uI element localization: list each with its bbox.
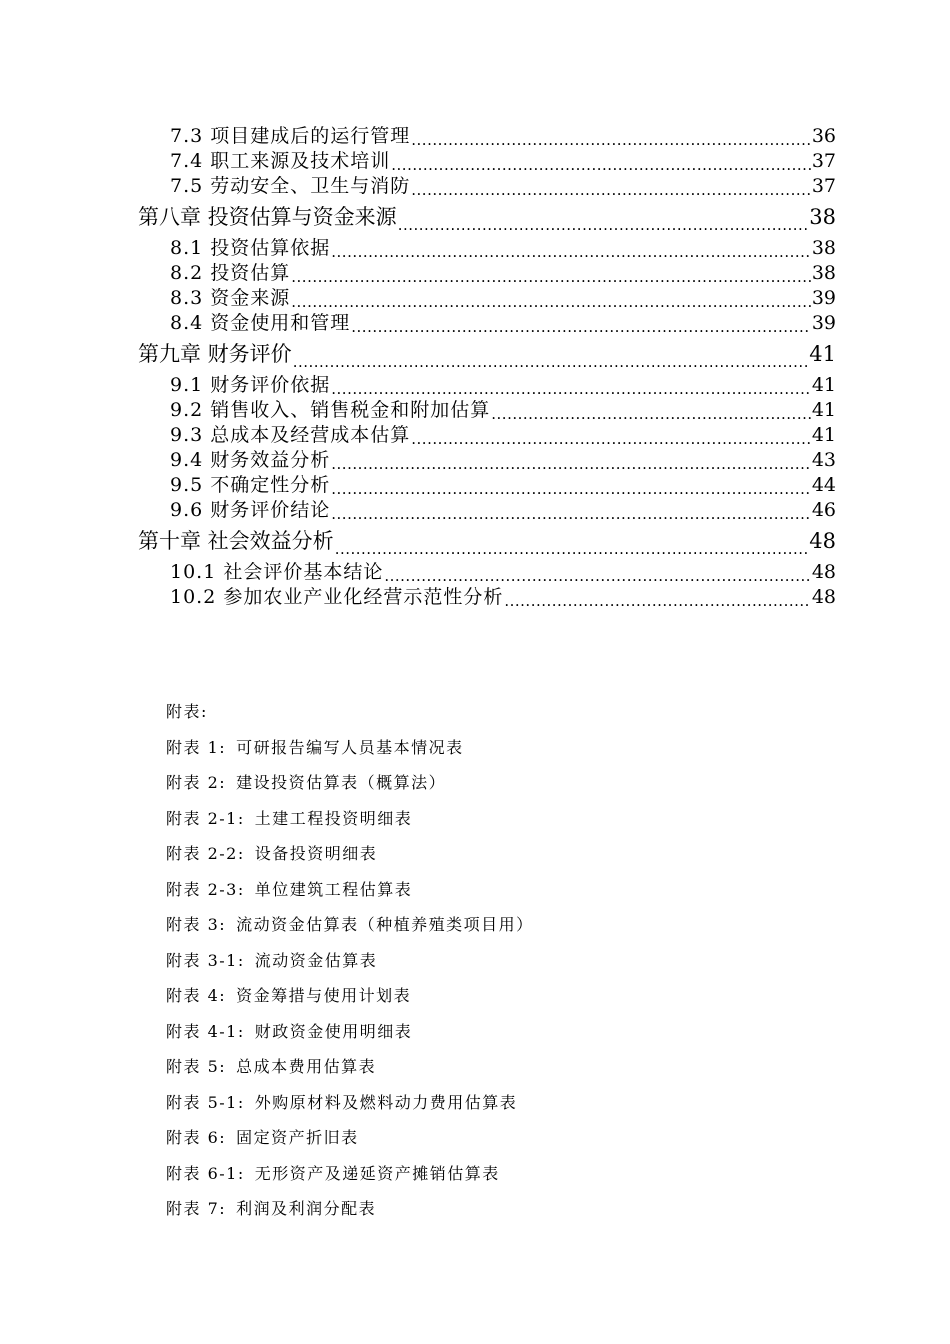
toc-leader-dots — [384, 567, 810, 585]
toc-entry-page: 37 — [811, 150, 836, 172]
appendix-item-title: 可研报告编写人员基本情况表 — [236, 737, 464, 757]
toc-entry[interactable] — [138, 373, 836, 398]
toc-entry[interactable] — [138, 311, 836, 336]
toc-leader-dots — [291, 293, 811, 311]
appendix-item-title: 建设投资估算表（概算法） — [236, 773, 447, 792]
toc-entry-label: 9.6 财务评价结论 — [170, 499, 331, 521]
toc-entry-page: 46 — [811, 499, 836, 521]
toc-leader-dots — [411, 131, 811, 149]
appendix-item-key: 附表 7: — [166, 1199, 227, 1218]
appendix-item — [166, 1156, 806, 1192]
toc-leader-dots — [391, 156, 811, 174]
toc-leader-dots — [331, 243, 811, 261]
appendix-item-key: 附表 2: — [166, 773, 227, 792]
toc-leader-dots — [293, 352, 809, 373]
toc-entry-label: 8.1 投资估算依据 — [170, 237, 331, 259]
toc-entry[interactable] — [138, 498, 836, 523]
toc-leader-dots — [335, 539, 809, 560]
appendix-item — [166, 872, 806, 908]
appendix-item-title: 总成本费用估算表 — [236, 1057, 377, 1076]
appendix-item — [166, 836, 806, 872]
toc-leader-dots — [411, 430, 811, 448]
toc-entry-page: 48 — [811, 561, 836, 583]
toc-entry[interactable] — [138, 124, 836, 149]
appendix-item-title: 利润及利润分配表 — [236, 1199, 377, 1218]
toc-entry-page: 39 — [811, 287, 836, 309]
toc-leader-dots — [331, 480, 811, 498]
toc-entry[interactable] — [138, 585, 836, 610]
toc-entry-page: 41 — [811, 424, 836, 446]
toc-leader-dots — [411, 181, 811, 199]
toc-chapter-page: 48 — [809, 529, 836, 553]
toc-chapter[interactable] — [138, 199, 836, 236]
toc-entry-page: 41 — [811, 374, 836, 396]
toc-entry-page: 39 — [811, 312, 836, 334]
toc-entry-label: 7.4 职工来源及技术培训 — [170, 150, 391, 172]
toc-entry-page: 41 — [811, 399, 836, 421]
toc-entry[interactable] — [138, 473, 836, 498]
toc-entry-label: 9.1 财务评价依据 — [170, 374, 331, 396]
toc-entry-page: 37 — [811, 175, 836, 197]
toc-entry[interactable] — [138, 236, 836, 261]
appendix-item — [166, 1014, 806, 1050]
appendix-item — [166, 1085, 806, 1121]
toc-entry-page: 43 — [811, 449, 836, 471]
appendix-item-key: 附表 3: — [166, 915, 227, 934]
appendix-list — [166, 694, 806, 1227]
appendix-item-key: 附表 5: — [166, 1057, 227, 1076]
appendix-item-title: 财政资金使用明细表 — [254, 1021, 413, 1041]
toc-leader-dots — [491, 405, 811, 423]
toc-entry-page: 36 — [811, 125, 836, 147]
toc-entry-label: 10.1 社会评价基本结论 — [170, 561, 384, 583]
toc-leader-dots — [331, 455, 811, 473]
appendix-item — [166, 943, 806, 979]
toc-entry-label: 10.2 参加农业产业化经营示范性分析 — [170, 586, 504, 608]
appendix-item — [166, 1120, 806, 1156]
toc-entry-label: 9.5 不确定性分析 — [170, 474, 331, 496]
toc-leader-dots — [291, 268, 811, 286]
appendix-item-title: 资金筹措与使用计划表 — [236, 986, 412, 1005]
toc-chapter-page: 41 — [809, 342, 836, 366]
appendix-item — [166, 978, 806, 1014]
toc-entry[interactable] — [138, 398, 836, 423]
table-of-contents — [138, 124, 836, 610]
toc-chapter-label: 第八章 投资估算与资金来源 — [138, 205, 397, 229]
toc-entry-label: 9.4 财务效益分析 — [170, 449, 331, 471]
appendix-item-title: 无形资产及递延资产摊销估算表 — [254, 1163, 500, 1183]
toc-chapter-page: 38 — [809, 205, 836, 229]
toc-entry[interactable] — [138, 174, 836, 199]
appendix-item-title: 固定资产折旧表 — [236, 1128, 359, 1147]
appendix-item-key: 附表 2-1: — [166, 808, 245, 828]
toc-leader-dots — [351, 318, 811, 336]
toc-chapter[interactable] — [138, 336, 836, 373]
toc-entry-page: 38 — [811, 262, 836, 284]
toc-leader-dots — [504, 592, 810, 610]
toc-entry[interactable] — [138, 423, 836, 448]
appendix-item — [166, 801, 806, 837]
appendix-item-key: 附表 6: — [166, 1128, 227, 1147]
appendix-heading: 附表: — [166, 702, 208, 721]
toc-entry-label: 7.5 劳动安全、卫生与消防 — [170, 175, 411, 197]
appendix-item — [166, 730, 806, 766]
appendix-item-key: 附表 1: — [166, 737, 227, 757]
appendix-item-key: 附表 5-1: — [166, 1092, 245, 1112]
toc-entry-label: 8.3 资金来源 — [170, 287, 291, 309]
appendix-item-title: 外购原材料及燃料动力费用估算表 — [254, 1092, 518, 1112]
toc-entry-label: 7.3 项目建成后的运行管理 — [170, 125, 411, 147]
toc-entry[interactable] — [138, 261, 836, 286]
toc-entry-page: 44 — [811, 474, 836, 496]
toc-chapter[interactable] — [138, 523, 836, 560]
appendix-item — [166, 765, 806, 801]
toc-entry[interactable] — [138, 149, 836, 174]
appendix-item-title: 土建工程投资明细表 — [254, 808, 413, 828]
appendix-item-key: 附表 4-1: — [166, 1021, 245, 1041]
appendix-item-key: 附表 2-3: — [166, 879, 245, 899]
toc-entry-label: 8.2 投资估算 — [170, 262, 291, 284]
toc-entry-label: 8.4 资金使用和管理 — [170, 312, 351, 334]
toc-leader-dots — [331, 380, 811, 398]
toc-entry[interactable] — [138, 448, 836, 473]
appendix-item-key: 附表 3-1: — [166, 950, 245, 970]
toc-entry-label: 9.3 总成本及经营成本估算 — [170, 424, 411, 446]
appendix-item-title: 设备投资明细表 — [254, 844, 378, 863]
toc-entry[interactable] — [138, 560, 836, 585]
appendix-item-title: 单位建筑工程估算表 — [254, 879, 413, 899]
appendix-item-key: 附表 4: — [166, 986, 227, 1005]
toc-entry-page: 48 — [811, 586, 836, 608]
appendix-item-key: 附表 6-1: — [166, 1163, 245, 1183]
appendix-item — [166, 907, 806, 943]
appendix-item — [166, 1049, 806, 1085]
toc-entry-page: 38 — [811, 237, 836, 259]
appendix-item-key: 附表 2-2: — [166, 844, 245, 863]
toc-chapter-label: 第十章 社会效益分析 — [138, 529, 334, 553]
appendix-item — [166, 1191, 806, 1227]
appendix-item-title: 流动资金估算表 — [254, 950, 378, 970]
toc-chapter-label: 第九章 财务评价 — [138, 342, 292, 366]
appendix-item-title: 流动资金估算表（种植养殖类项目用） — [236, 915, 534, 934]
toc-entry[interactable] — [138, 286, 836, 311]
toc-leader-dots — [331, 505, 811, 523]
toc-entry-label: 9.2 销售收入、销售税金和附加估算 — [170, 399, 491, 421]
toc-leader-dots — [398, 215, 809, 236]
